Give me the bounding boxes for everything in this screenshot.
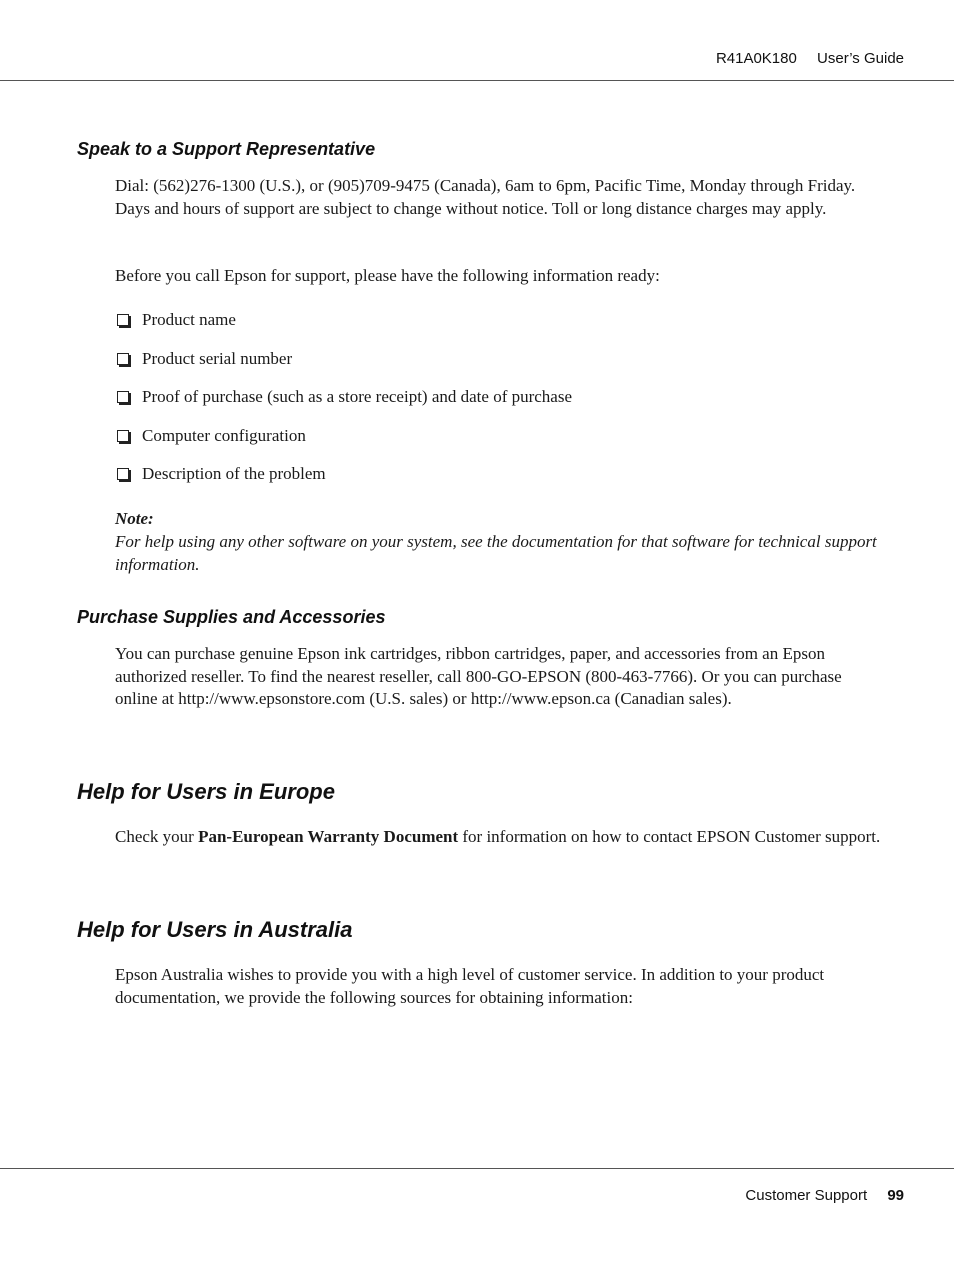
europe-text-after: for information on how to contact EPSON Customer support. bbox=[458, 827, 881, 846]
purchase-paragraph: You can purchase genuine Epson ink cartridges, ribbon cartridges, paper, and accessories from an Epson authorized reseller. To find the nearest reseller, call 800-GO-EPSON (800-463-7766). Or you can purchase online at http://www.epsonstore.com (U.S. sales) or http://www.epson.ca (Canadian sales). bbox=[115, 644, 842, 709]
page-header bbox=[716, 50, 904, 67]
footer-rule bbox=[0, 1168, 954, 1169]
checkbox-icon bbox=[117, 314, 129, 326]
doc-code: R41A0K180 bbox=[715, 50, 797, 67]
footer-section: Customer Support bbox=[745, 1187, 868, 1204]
note-text: For help using any other software on your system, see the documentation for that software for technical support information. bbox=[115, 532, 877, 574]
page-footer bbox=[745, 1187, 904, 1204]
header-rule bbox=[0, 80, 954, 81]
heading-help-australia: Help for Users in Australia bbox=[77, 917, 353, 942]
list-item-text: Computer configuration bbox=[142, 425, 306, 445]
page-number: 99 bbox=[887, 1187, 904, 1204]
note-label: Note: bbox=[115, 509, 154, 528]
list-item bbox=[115, 309, 572, 348]
checkbox-icon bbox=[117, 468, 129, 480]
checkbox-icon bbox=[117, 353, 129, 365]
europe-text-before: Check your bbox=[115, 827, 199, 846]
list-item bbox=[115, 348, 572, 387]
doc-title: User’s Guide bbox=[817, 50, 904, 67]
checkbox-icon bbox=[117, 391, 129, 403]
list-item bbox=[115, 463, 572, 502]
dial-paragraph: Dial: (562)276-1300 (U.S.), or (905)709-9475 (Canada), 6am to 6pm, Pacific Time, Monday through Friday. Days and hours of support are subject to change without notice. Toll or long distance charges may apply. bbox=[115, 176, 856, 218]
list-item-text: Proof of purchase (such as a store receipt) and date of purchase bbox=[142, 387, 573, 407]
info-checklist bbox=[115, 309, 572, 502]
heading-speak-to-support: Speak to a Support Representative bbox=[77, 139, 376, 159]
list-item-text: Description of the problem bbox=[142, 464, 326, 484]
list-item bbox=[115, 425, 572, 464]
checkbox-icon bbox=[117, 430, 129, 442]
heading-help-europe: Help for Users in Europe bbox=[77, 779, 335, 804]
list-item bbox=[115, 386, 572, 425]
list-item-text: Product serial number bbox=[142, 348, 293, 368]
australia-paragraph: Epson Australia wishes to provide you with a high level of customer service. In addition to your product documentation, we provide the following sources for obtaining information: bbox=[115, 965, 825, 1007]
list-item-text: Product name bbox=[142, 310, 236, 329]
before-call-paragraph: Before you call Epson for support, please have the following information ready: bbox=[115, 266, 660, 285]
heading-purchase-supplies: Purchase Supplies and Accessories bbox=[77, 607, 386, 627]
europe-paragraph bbox=[115, 826, 885, 849]
warranty-document-name: Pan-European Warranty Document bbox=[198, 827, 459, 846]
